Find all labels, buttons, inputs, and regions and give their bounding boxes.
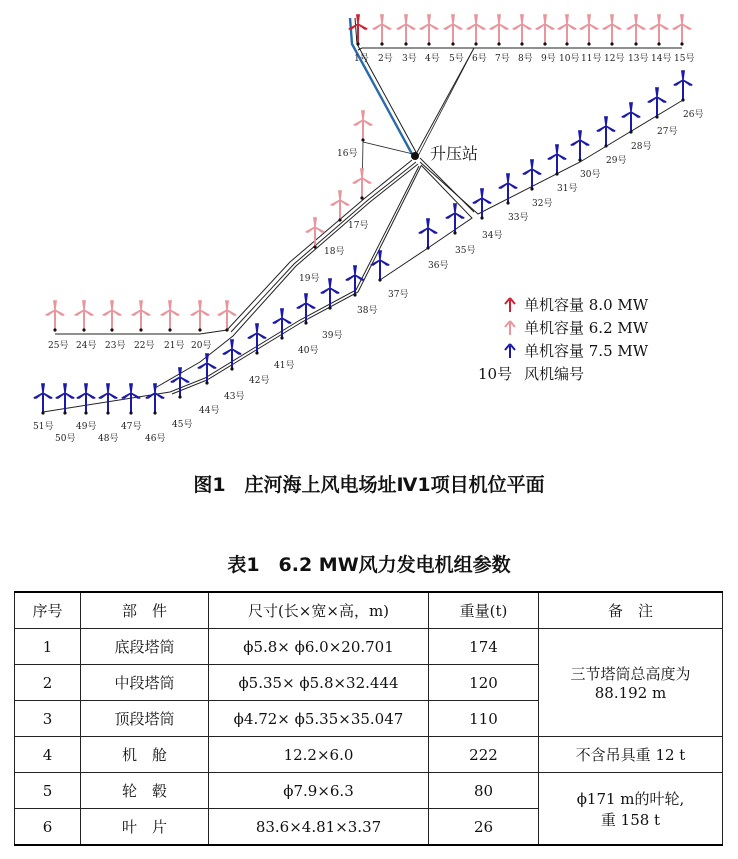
cell-part: 轮 毂 bbox=[81, 773, 209, 809]
turbine-2 bbox=[373, 15, 391, 46]
turbine-label-34: 34号 bbox=[482, 231, 503, 241]
substation-label: 升压站 bbox=[430, 144, 479, 163]
turbine-label-41: 41号 bbox=[274, 361, 295, 371]
turbine-label-39: 39号 bbox=[322, 331, 343, 341]
cell-weight: 174 bbox=[429, 629, 539, 665]
turbine-51 bbox=[34, 384, 52, 415]
table-row bbox=[15, 629, 723, 665]
turbine-label-20: 20号 bbox=[191, 341, 212, 351]
cell-part: 顶段塔筒 bbox=[81, 701, 209, 737]
note-rotor-line1: ϕ171 m的叶轮, bbox=[576, 789, 685, 808]
turbine-48 bbox=[99, 384, 117, 415]
turbine-34 bbox=[473, 189, 491, 220]
cell-size: 83.6×4.81×3.37 bbox=[209, 809, 429, 846]
cable-line bbox=[380, 165, 472, 280]
turbine-33 bbox=[499, 174, 517, 205]
figure-caption: 图1 庄河海上风电场址Ⅳ1项目机位平面 bbox=[193, 474, 545, 496]
cell-weight: 26 bbox=[429, 809, 539, 846]
turbine-label-21: 21号 bbox=[164, 341, 185, 351]
note-tower-line1: 三节塔筒总高度为 bbox=[570, 665, 691, 683]
turbine-label-26: 26号 bbox=[683, 110, 704, 120]
cell-size: ϕ4.72× ϕ5.35×35.047 bbox=[209, 701, 429, 737]
turbine-label-10: 10号 bbox=[559, 54, 580, 64]
turbine-4 bbox=[420, 15, 438, 46]
cell-weight: 110 bbox=[429, 701, 539, 737]
turbine-label-42: 42号 bbox=[249, 376, 270, 386]
legend-icon-1 bbox=[505, 321, 515, 335]
turbine-label-48: 48号 bbox=[98, 434, 119, 444]
turbine-7 bbox=[490, 15, 508, 46]
turbine-20 bbox=[218, 301, 236, 332]
turbine-label-7: 7号 bbox=[495, 54, 510, 64]
table-row bbox=[15, 773, 723, 809]
turbine-18 bbox=[331, 191, 349, 222]
cell-weight: 120 bbox=[429, 665, 539, 701]
turbine-label-14: 14号 bbox=[651, 54, 672, 64]
turbine-label-51: 51号 bbox=[33, 422, 54, 432]
turbine-label-1: 1号 bbox=[354, 54, 369, 64]
turbine-25 bbox=[75, 301, 93, 332]
cable-line bbox=[420, 158, 474, 212]
turbine-label-9: 9号 bbox=[541, 54, 556, 64]
turbine-label-45: 45号 bbox=[172, 420, 193, 430]
turbine-39 bbox=[321, 279, 339, 310]
turbine-22 bbox=[161, 301, 179, 332]
header-size: 尺寸(长×宽×高，m) bbox=[209, 592, 429, 629]
turbine-label-5: 5号 bbox=[449, 54, 464, 64]
turbine-15 bbox=[673, 15, 691, 46]
turbine-12 bbox=[603, 15, 621, 46]
table-header-row bbox=[15, 592, 723, 629]
turbine-36 bbox=[419, 219, 437, 250]
turbine-31 bbox=[548, 145, 566, 176]
turbine-6 bbox=[467, 15, 485, 46]
legend-item-7-5: 单机容量 7.5 MW bbox=[524, 342, 649, 360]
turbine-label-40: 40号 bbox=[298, 346, 319, 356]
turbine-35 bbox=[446, 204, 464, 235]
cell-size: ϕ5.35× ϕ5.8×32.444 bbox=[209, 665, 429, 701]
turbine-label-13: 13号 bbox=[628, 54, 649, 64]
legend-icon-2 bbox=[505, 344, 515, 358]
header-no: 序号 bbox=[15, 592, 81, 629]
turbine-26 bbox=[674, 71, 692, 102]
turbine-label-17: 17号 bbox=[348, 221, 369, 231]
turbine-label-33: 33号 bbox=[508, 213, 529, 223]
turbine-14 bbox=[650, 15, 668, 46]
table-caption: 表1 6.2 MW风力发电机组参数 bbox=[227, 554, 511, 576]
turbine-32 bbox=[523, 160, 541, 191]
cell-no: 1 bbox=[15, 629, 81, 665]
cell-part: 叶 片 bbox=[81, 809, 209, 846]
turbine-labels bbox=[33, 53, 703, 444]
turbine-30 bbox=[571, 131, 589, 162]
turbine-label-6: 6号 bbox=[472, 54, 487, 64]
turbine-49 bbox=[77, 384, 95, 415]
turbine-10 bbox=[558, 15, 576, 46]
turbine-label-47: 47号 bbox=[121, 422, 142, 432]
turbine-11 bbox=[580, 15, 598, 46]
cable-line bbox=[355, 18, 417, 154]
turbine-label-3: 3号 bbox=[402, 54, 417, 64]
header-part: 部 件 bbox=[81, 592, 209, 629]
cell-part: 机 舱 bbox=[81, 737, 209, 773]
cell-size: ϕ5.8× ϕ6.0×20.701 bbox=[209, 629, 429, 665]
turbine-label-22: 22号 bbox=[134, 341, 155, 351]
turbine-45 bbox=[171, 368, 189, 399]
turbine-16 bbox=[354, 111, 372, 142]
turbine-13 bbox=[627, 15, 645, 46]
turbine-28 bbox=[622, 103, 640, 134]
cable-line bbox=[358, 48, 682, 50]
turbine-label-25: 25号 bbox=[48, 341, 69, 351]
turbine-label-49: 49号 bbox=[76, 422, 97, 432]
turbine-label-18: 18号 bbox=[324, 247, 345, 257]
turbine-parameter-table bbox=[14, 591, 722, 846]
cable-line bbox=[155, 164, 418, 388]
turbine-label-46: 46号 bbox=[145, 434, 166, 444]
turbine-label-38: 38号 bbox=[357, 306, 378, 316]
legend-icon-0 bbox=[505, 298, 515, 312]
turbine-label-29: 29号 bbox=[606, 156, 627, 166]
cell-no: 5 bbox=[15, 773, 81, 809]
cell-no: 2 bbox=[15, 665, 81, 701]
cell-no: 6 bbox=[15, 809, 81, 846]
turbine-label-35: 35号 bbox=[455, 246, 476, 256]
turbine-label-24: 24号 bbox=[76, 341, 97, 351]
turbine-label-4: 4号 bbox=[425, 54, 440, 64]
turbine-label-36: 36号 bbox=[428, 261, 449, 271]
turbine-24 bbox=[103, 301, 121, 332]
turbine-8 bbox=[513, 15, 531, 46]
cable-line bbox=[415, 48, 474, 156]
turbine-46 bbox=[146, 384, 164, 415]
turbine-label-50: 50号 bbox=[55, 434, 76, 444]
cable-line bbox=[43, 166, 419, 412]
cell-no: 3 bbox=[15, 701, 81, 737]
cell-note-tower bbox=[539, 629, 723, 737]
cell-size: ϕ7.9×6.3 bbox=[209, 773, 429, 809]
cell-weight: 80 bbox=[429, 773, 539, 809]
turbine-23 bbox=[132, 301, 150, 332]
cell-no: 4 bbox=[15, 737, 81, 773]
turbine-5 bbox=[444, 15, 462, 46]
cell-part: 底段塔筒 bbox=[81, 629, 209, 665]
cell-part: 中段塔筒 bbox=[81, 665, 209, 701]
turbine-label-8: 8号 bbox=[518, 54, 533, 64]
turbine-label-2: 2号 bbox=[378, 54, 393, 64]
turbine-label-28: 28号 bbox=[631, 142, 652, 152]
header-note: 备 注 bbox=[539, 592, 723, 629]
header-weight: 重量(t) bbox=[429, 592, 539, 629]
substation-marker bbox=[411, 152, 419, 160]
legend-number-text: 风机编号 bbox=[524, 365, 585, 383]
turbine-label-12: 12号 bbox=[604, 54, 625, 64]
cell-note-nacelle: 不含吊具重 12 t bbox=[539, 737, 723, 773]
note-rotor-line2: 重 158 t bbox=[600, 810, 661, 829]
legend-item-8-0: 单机容量 8.0 MW bbox=[524, 296, 649, 314]
turbine-label-16: 16号 bbox=[337, 149, 358, 159]
turbine-3 bbox=[397, 15, 415, 46]
legend-item-6-2: 单机容量 6.2 MW bbox=[524, 319, 649, 337]
turbine-label-44: 44号 bbox=[199, 406, 220, 416]
cell-size: 12.2×6.0 bbox=[209, 737, 429, 773]
turbine-label-37: 37号 bbox=[388, 290, 409, 300]
legend bbox=[478, 296, 649, 383]
cell-note-rotor bbox=[539, 773, 723, 846]
cable-line bbox=[417, 48, 474, 158]
turbine-27 bbox=[648, 88, 666, 119]
turbine-label-32: 32号 bbox=[532, 199, 553, 209]
table-row bbox=[15, 737, 723, 773]
cell-weight: 222 bbox=[429, 737, 539, 773]
legend-number-sample: 10号 bbox=[478, 365, 513, 383]
turbine-label-43: 43号 bbox=[224, 392, 245, 402]
note-tower-line2: 88.192 m bbox=[594, 684, 667, 702]
turbine-label-27: 27号 bbox=[657, 127, 678, 137]
turbine-label-30: 30号 bbox=[580, 170, 601, 180]
turbine-label-15: 15号 bbox=[674, 54, 695, 64]
turbine-label-11: 11号 bbox=[581, 54, 602, 64]
turbine-38 bbox=[346, 266, 364, 297]
turbine-9 bbox=[536, 15, 554, 46]
cable-line bbox=[172, 166, 421, 394]
turbine-label-19: 19号 bbox=[299, 274, 320, 284]
turbine-label-23: 23号 bbox=[105, 341, 126, 351]
turbine-21 bbox=[191, 301, 209, 332]
turbine-label-31: 31号 bbox=[557, 184, 578, 194]
turbine-row-end bbox=[46, 301, 64, 332]
